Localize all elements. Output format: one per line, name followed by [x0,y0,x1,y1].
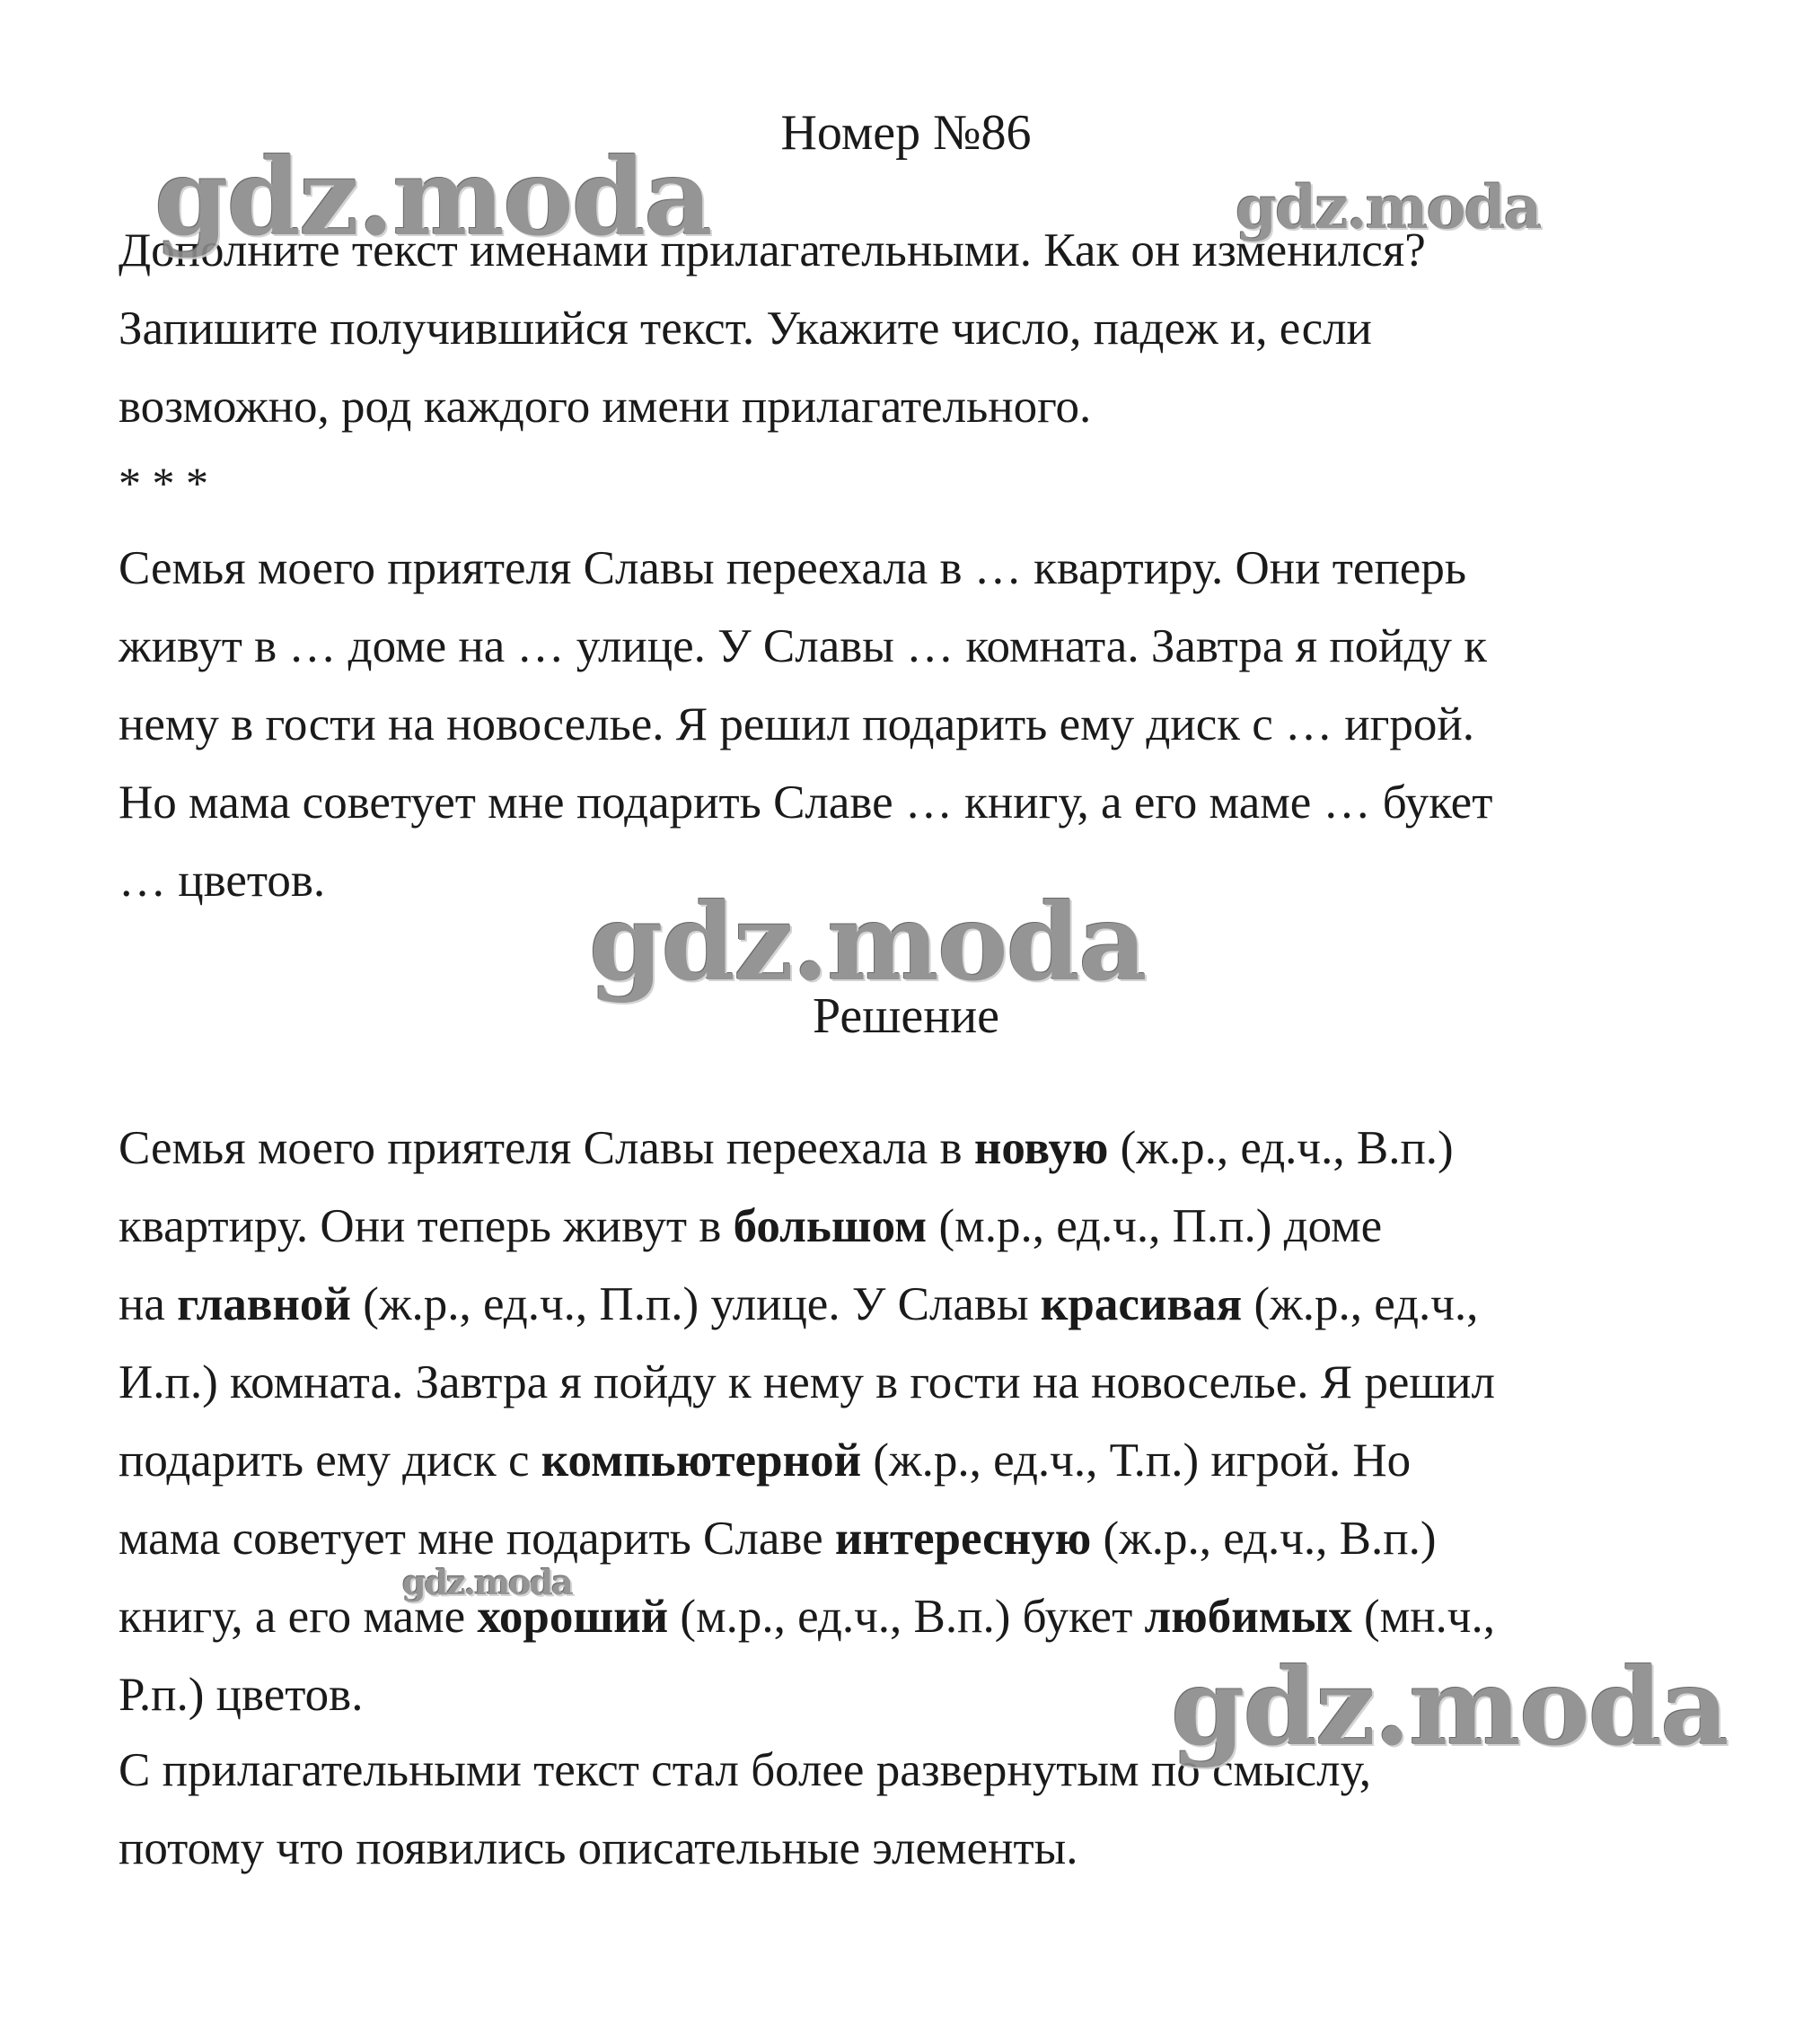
solution-text [119,1110,1717,1734]
adjective: любимых [1144,1591,1352,1643]
solution-line [119,1500,1717,1578]
text-run: И.п.) комната. Завтра я пойду к нему в гости на новоселье. Я решил [119,1356,1495,1408]
adjective: новую [973,1122,1109,1174]
adjective: большом [733,1200,928,1252]
watermark-logo: gdz.moda [154,135,711,259]
conclusion-line: С прилагательными текст стал более развернутым по смыслу, [119,1744,1372,1796]
text-run: подарить ему диск с [119,1434,541,1487]
exercise-line: Семья моего приятеля Славы переехала в … квартиру. Они теперь [119,542,1467,594]
text-run: мама советует мне подарить Славе [119,1513,835,1565]
exercise-text [119,530,1717,920]
text-run: (ж.р., ед.ч., П.п.) улице. У Славы [350,1278,1041,1330]
text-run: (мн.ч., [1351,1591,1495,1643]
solution-line [119,1422,1717,1500]
adjective: главной [177,1278,351,1330]
watermark-logo: gdz.moda [402,1562,572,1602]
solution-line [119,1344,1717,1422]
adjective: хороший [477,1591,669,1643]
exercise-line: Но мама советует мне подарить Славе … книгу, а его маме … букет [119,776,1493,829]
text-run: Р.п.) цветов. [119,1669,364,1721]
watermark-logo: gdz.moda [1171,1645,1728,1769]
text-run: (ж.р., ед.ч., В.п.) [1091,1513,1437,1565]
task-line: Запишите получившийся текст. Укажите число, падеж и, если [119,303,1372,355]
conclusion-line: потому что появились описательные элементы. [119,1822,1078,1874]
text-run: книгу, а его маме [119,1591,478,1643]
solution-line [119,1110,1717,1188]
watermark-logo: gdz.moda [1236,172,1541,242]
watermark-logo: gdz.moda [589,880,1146,1004]
adjective: компьютерной [541,1434,862,1487]
solution-line [119,1188,1717,1266]
adjective: красивая [1040,1278,1243,1330]
task-line: возможно, род каждого имени прилагательного. [119,381,1092,433]
exercise-line: … цветов. [119,855,326,907]
text-run: (м.р., ед.ч., П.п.) доме [927,1200,1383,1252]
text-run: (ж.р., ед.ч., В.п.) [1108,1122,1454,1174]
section-separator: * * * [119,458,208,508]
solution-line [119,1266,1717,1344]
text-run: (ж.р., ед.ч., Т.п.) игрой. Но [861,1434,1412,1487]
text-run: (ж.р., ед.ч., [1242,1278,1479,1330]
solution-heading: Решение [812,988,1000,1044]
text-run: на [119,1278,178,1330]
exercise-line: живут в … доме на … улице. У Славы … комната. Завтра я пойду к [119,620,1488,672]
adjective: интересную [834,1513,1092,1565]
text-run: квартиру. Они теперь живут в [119,1200,734,1252]
task-line: Дополните текст именами прилагательными. Как он изменился? [119,224,1426,276]
text-run: Семья моего приятеля Славы переехала в [119,1122,974,1174]
exercise-title: Номер №86 [780,105,1032,161]
exercise-line: нему в гости на новоселье. Я решил подарить ему диск с … игрой. [119,698,1474,750]
text-run: (м.р., ед.ч., В.п.) букет [668,1591,1145,1643]
